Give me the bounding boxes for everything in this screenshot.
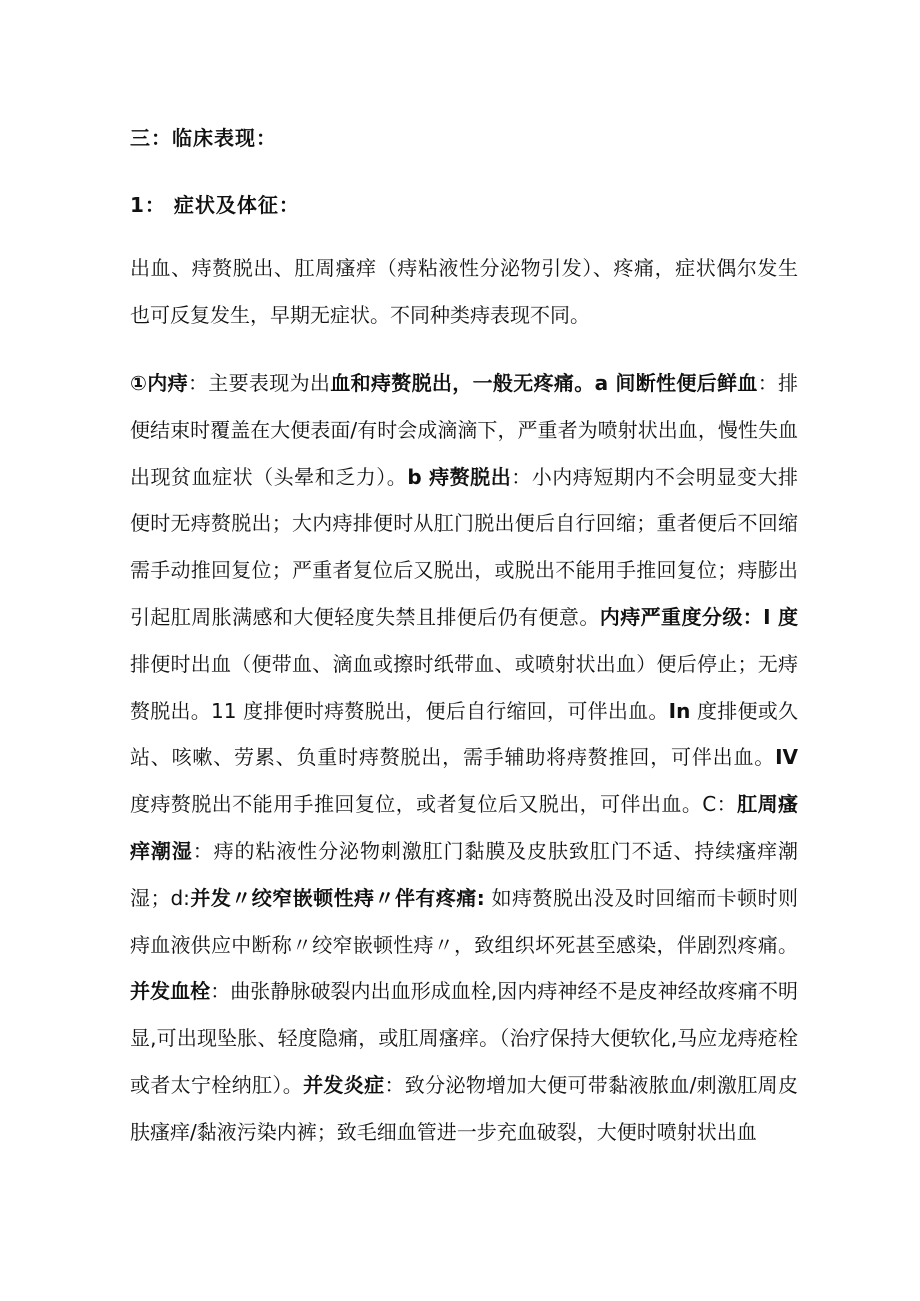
text-run: ：小内痔短期内不会明显变大排便时无痔赘脱出；大内痔排便时从肛门脱出便后自行回缩；重者便后不回缩需手动推回复位；严重者复位后又脱出，或脱出不能用手推回复位；痔膨出引起肛周胀满感和大便轻度失禁且排便后仍有便意。 xyxy=(130,464,799,629)
section-title: 三：临床表现： xyxy=(130,126,277,150)
text-run: 如痔赘脱出没及时回缩而卡顿时则痔血液供应中断称〃绞窄嵌顿性痔〃，致组织坏死甚至感染，伴剧烈疼痛。 xyxy=(130,885,799,957)
text-run: ：致分泌物增加大便可带黏液脓血/刺激肛周皮肤瘙痒/黏液污染内裤；致毛细血管进一步充血破裂，大便时喷射状出血 xyxy=(130,1072,799,1144)
subsection-title: 1： 症状及体征： xyxy=(130,193,300,217)
grade-four-label: IV xyxy=(775,745,798,770)
strangulation-label: 并发〃绞窄嵌顿性痔〃伴有疼痛: xyxy=(189,885,485,910)
main-symptom-emphasis: 血和痔赘脱出，一般无疼痛。a 间断性便后鲜血 xyxy=(330,371,758,395)
text-run: ：主要表现为出 xyxy=(187,371,331,395)
text-run: 排便时出血（便带血、滴血或擦时纸带血、或喷射状出血）便后停止；无痔赘脱出。11 度排便时痔赘脱出，便后自行缩回，可伴出血。 xyxy=(130,651,798,723)
intro-paragraph: 出血、痔赘脱出、肛周瘙痒（痔粘液性分泌物引发）、疼痛，症状偶尔发生也可反复发生，早期无症状。不同种类痔表现不同。 xyxy=(130,256,798,327)
internal-hemorrhoid-label: ①内痔 xyxy=(130,371,188,395)
text-run: ：痔的粘液性分泌物刺激肛门黏膜及皮肤致肛门不适、持续瘙痒潮湿；d: xyxy=(130,838,799,910)
itching-label: 肛周瘙痒潮湿 xyxy=(130,792,799,863)
grade-three-label: In xyxy=(668,698,691,723)
prolapse-label: b 痔赘脱出 xyxy=(407,464,512,489)
text-run: 度排便或久站、咳嗽、劳累、负重时痔赘脱出，需手辅助将痔赘推回，可伴出血。 xyxy=(130,698,798,770)
body-paragraph xyxy=(130,360,798,1156)
severity-grading-label: 内痔严重度分级：I 度 xyxy=(599,604,799,629)
text-run: ：排便结束时覆盖在大便表面/有时会成滴滴下，严重者为喷射状出血，慢性失血出现贫血症状（头晕和乏力）。 xyxy=(130,371,799,489)
text-run: ：曲张静脉破裂内出血形成血栓,因内痔神经不是皮神经故疼痛不明显,可出现坠胀、轻度隐痛，或肛周瘙痒。（治疗保持大便软化,马应龙痔疮栓或者太宁栓纳肛）。 xyxy=(130,979,799,1097)
thrombosis-label: 并发血栓 xyxy=(130,979,211,1004)
text-run: 度痔赘脱出不能用手推回复位，或者复位后又脱出，可伴出血。C： xyxy=(130,792,738,817)
inflammation-label: 并发炎症 xyxy=(303,1072,385,1097)
